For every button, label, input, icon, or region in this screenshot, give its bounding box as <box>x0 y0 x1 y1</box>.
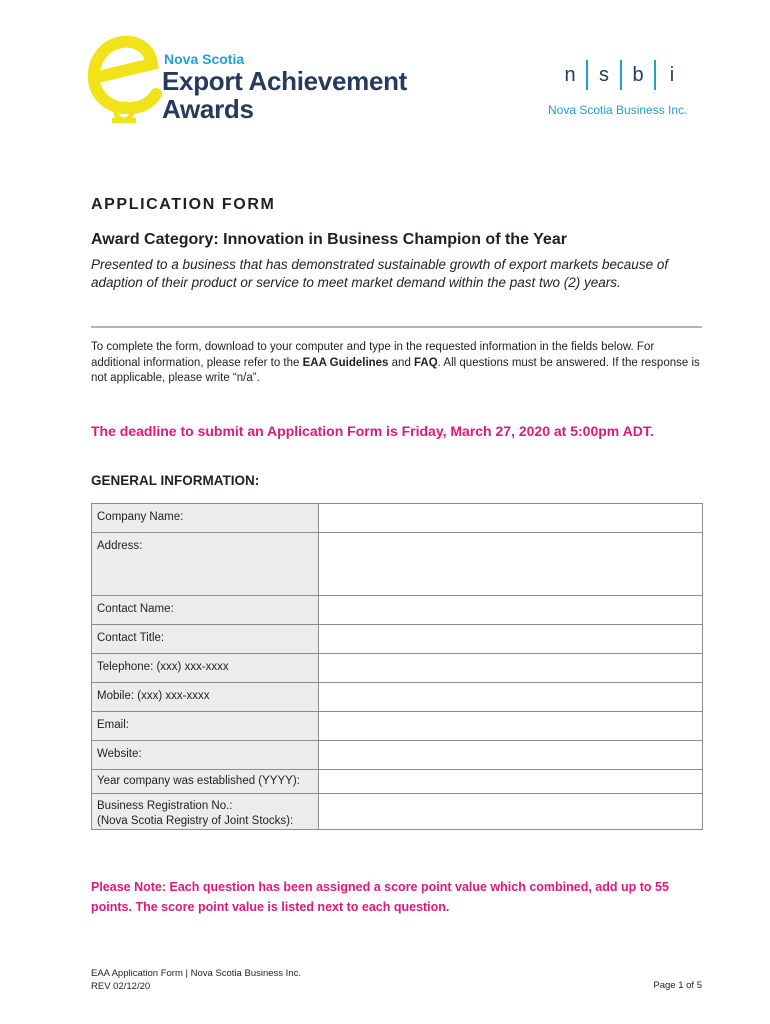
nsbi-divider <box>586 60 588 90</box>
table-row <box>92 596 703 625</box>
eaa-logo-region: Nova Scotia <box>164 51 245 67</box>
mobile-field[interactable] <box>319 683 703 712</box>
table-row <box>92 533 703 596</box>
table-row <box>92 794 703 830</box>
year-established-field[interactable] <box>319 770 703 794</box>
business-registration-field[interactable] <box>319 794 703 830</box>
company-name-field[interactable] <box>319 504 703 533</box>
nsbi-divider <box>620 60 622 90</box>
instructions-text-2: and <box>388 356 415 369</box>
table-row <box>92 654 703 683</box>
table-row <box>92 504 703 533</box>
nsbi-letter-n: n <box>564 63 576 86</box>
business-registration-label-line1: Business Registration No.: <box>97 800 233 812</box>
eaa-logo-title-line2: Awards <box>162 94 254 124</box>
table-row <box>92 683 703 712</box>
instructions <box>91 340 703 387</box>
contact-title-field[interactable] <box>319 625 703 654</box>
table-row <box>92 625 703 654</box>
table-row <box>92 741 703 770</box>
table-row <box>92 770 703 794</box>
business-registration-label-line2: (Nova Scotia Registry of Joint Stocks): <box>97 815 294 827</box>
contact-name-label: Contact Name: <box>92 596 319 625</box>
mobile-label: Mobile: (xxx) xxx-xxxx <box>92 683 319 712</box>
nsbi-letters <box>560 60 682 90</box>
eaa-logo <box>88 34 418 124</box>
section-title-general-info: GENERAL INFORMATION: <box>91 473 260 488</box>
nsbi-letter-s: s <box>599 63 609 86</box>
eaa-guidelines-link[interactable]: EAA Guidelines <box>302 356 389 369</box>
award-category: Award Category: Innovation in Business Champion of the Year <box>91 231 567 248</box>
table-row <box>92 712 703 741</box>
instructions-text-3: . All questions must be answered. If the response is not applicable, please write “n/a”. <box>91 356 700 384</box>
eaa-e-icon <box>88 34 168 124</box>
footer-info <box>91 967 301 993</box>
nsbi-letter-i: i <box>669 63 675 86</box>
address-label: Address: <box>92 533 319 596</box>
footer-form-name: EAA Application Form | Nova Scotia Business Inc. <box>91 968 301 979</box>
score-note: Please Note: Each question has been assigned a score point value which combined, add up to 55 points. The score point value is listed next to each question. <box>91 880 669 914</box>
faq-link[interactable]: FAQ <box>414 356 438 369</box>
form-title: APPLICATION FORM <box>91 196 276 213</box>
nsbi-logo <box>540 60 715 120</box>
eaa-logo-title-line1: Export Achievement <box>162 66 408 96</box>
email-field[interactable] <box>319 712 703 741</box>
nsbi-divider <box>654 60 656 90</box>
nsbi-letter-b: b <box>632 63 644 86</box>
general-info-table <box>91 503 703 830</box>
divider-line <box>91 326 702 328</box>
email-label: Email: <box>92 712 319 741</box>
contact-name-field[interactable] <box>319 596 703 625</box>
page-number: Page 1 of 5 <box>653 980 702 991</box>
website-field[interactable] <box>319 741 703 770</box>
year-established-label: Year company was established (YYYY): <box>92 770 319 794</box>
telephone-field[interactable] <box>319 654 703 683</box>
website-label: Website: <box>92 741 319 770</box>
telephone-label: Telephone: (xxx) xxx-xxxx <box>92 654 319 683</box>
nsbi-company-name: Nova Scotia Business Inc. <box>548 103 688 117</box>
deadline-notice: The deadline to submit an Application Form is Friday, March 27, 2020 at 5:00pm ADT. <box>91 423 654 439</box>
address-field[interactable] <box>319 533 703 596</box>
footer-revision: REV 02/12/20 <box>91 981 151 992</box>
award-description: Presented to a business that has demonstrated sustainable growth of export markets because of adaption of their product or service to meet market demand within the past two (2) years. <box>91 257 669 290</box>
business-registration-label <box>92 794 319 830</box>
company-name-label: Company Name: <box>92 504 319 533</box>
contact-title-label: Contact Title: <box>92 625 319 654</box>
instructions-text-1: To complete the form, download to your computer and type in the requested information in the fields below. For additional information, please refer to the <box>91 341 655 369</box>
